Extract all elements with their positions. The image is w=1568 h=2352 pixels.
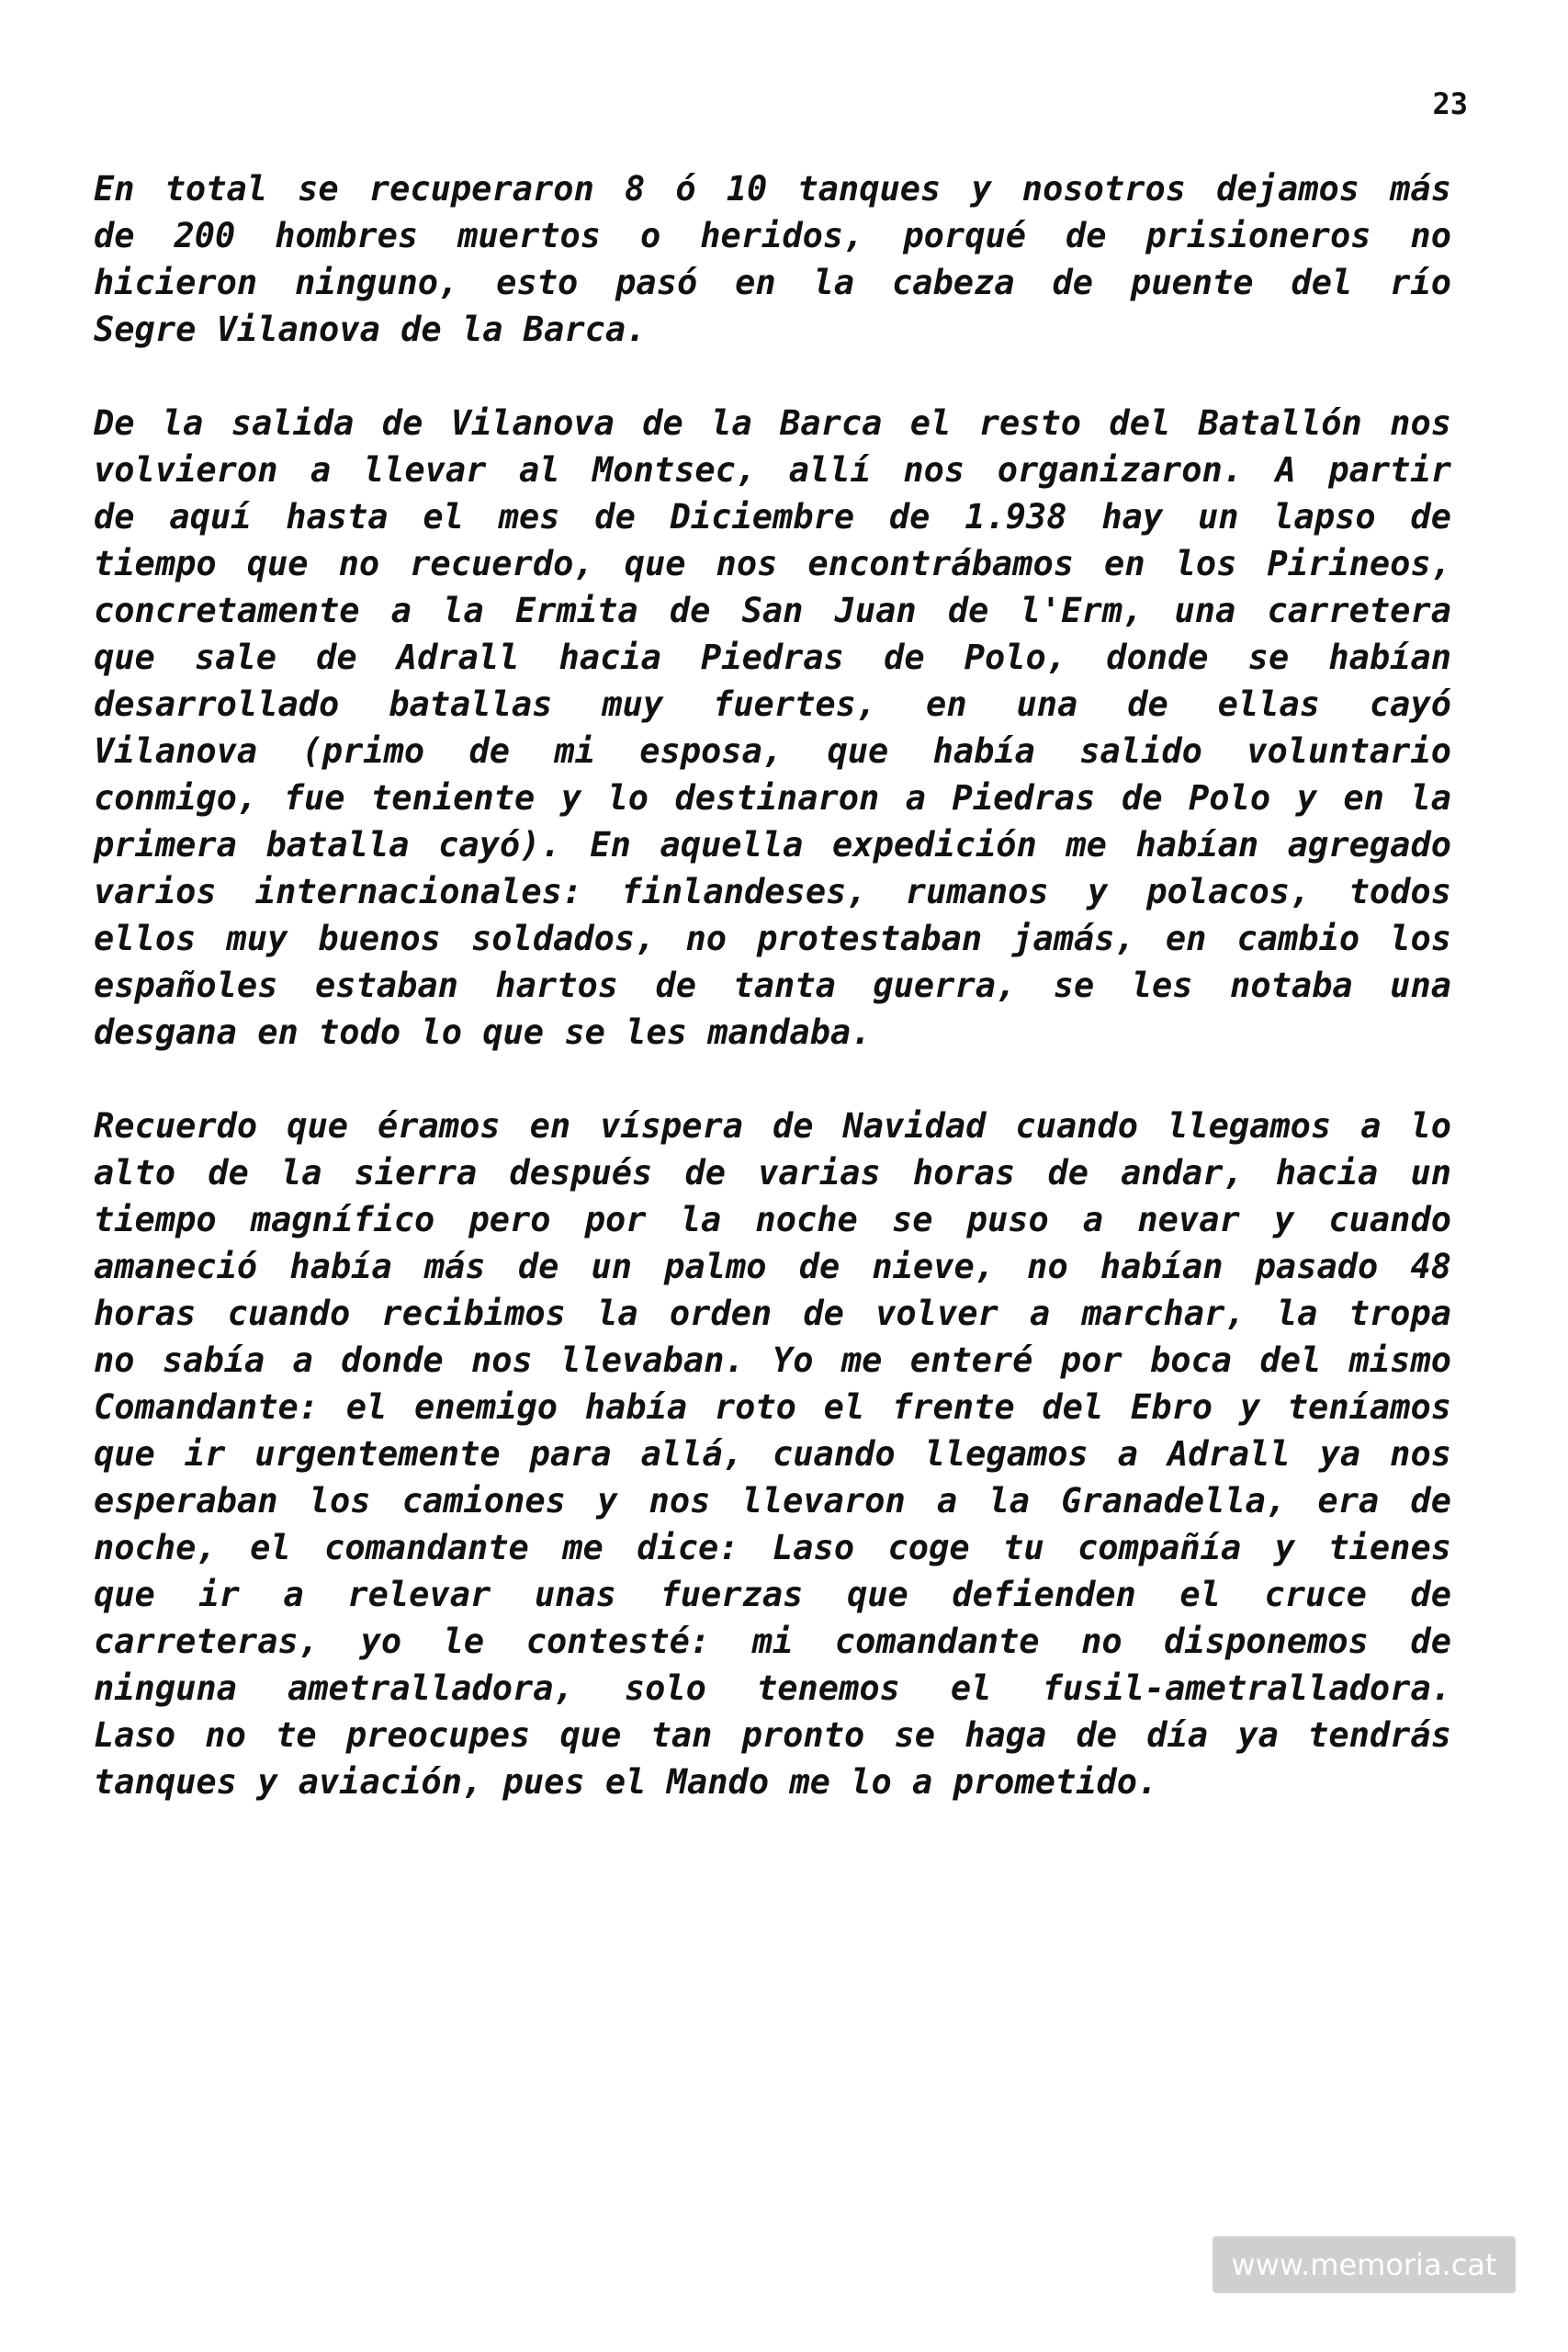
paragraph-2 bbox=[94, 400, 1451, 1056]
text-line: ellos muy buenos soldados, no protestaban jamás, en cambio los bbox=[94, 919, 1451, 958]
text-line: que ir urgentemente para allá, cuando llegamos a Adrall ya nos bbox=[94, 1434, 1451, 1474]
text-line: Vilanova (primo de mi esposa, que había salido voluntario bbox=[94, 731, 1451, 771]
text-line: esperaban los camiones y nos llevaron a la Granadella, era de bbox=[94, 1481, 1451, 1521]
text-line: de aquí hasta el mes de Diciembre de 1.938 hay un lapso de bbox=[94, 497, 1451, 537]
text-line: noche, el comandante me dice: Laso coge tu compañía y tienes bbox=[94, 1528, 1451, 1567]
text-line: primera batalla cayó). En aquella expedición me habían agregado bbox=[94, 825, 1451, 865]
text-line: alto de la sierra después de varias horas de andar, hacia un bbox=[94, 1153, 1451, 1193]
text-line: concretamente a la Ermita de San Juan de l'Erm, una carretera bbox=[94, 591, 1451, 630]
text-line: amaneció había más de un palmo de nieve, no habían pasado 48 bbox=[94, 1247, 1451, 1286]
text-line: En total se recuperaron 8 ó 10 tanques y nosotros dejamos más bbox=[94, 169, 1451, 209]
text-line: Comandante: el enemigo había roto el frente del Ebro y teníamos bbox=[94, 1387, 1451, 1427]
text-line: horas cuando recibimos la orden de volver a marchar, la tropa bbox=[94, 1294, 1451, 1333]
text-line: Recuerdo que éramos en víspera de Navidad cuando llegamos a lo bbox=[94, 1106, 1451, 1146]
page-number: 23 bbox=[1432, 86, 1468, 121]
text-line: volvieron a llevar al Montsec, allí nos organizaron. A partir bbox=[94, 450, 1451, 490]
text-line: españoles estaban hartos de tanta guerra, se les notaba una bbox=[94, 966, 1451, 1005]
paragraph-3 bbox=[94, 1102, 1451, 1805]
paragraph-1 bbox=[94, 165, 1451, 353]
text-line: tiempo que no recuerdo, que nos encontrábamos en los Pirineos, bbox=[94, 544, 1451, 583]
text-line: desarrollado batallas muy fuertes, en una de ellas cayó bbox=[94, 684, 1451, 724]
text-line: tanques y aviación, pues el Mando me lo a prometido. bbox=[94, 1762, 1158, 1802]
text-line: no sabía a donde nos llevaban. Yo me enteré por boca del mismo bbox=[94, 1340, 1451, 1380]
text-line: que ir a relevar unas fuerzas que defienden el cruce de bbox=[94, 1575, 1451, 1614]
text-line: De la salida de Vilanova de la Barca el resto del Batallón nos bbox=[94, 403, 1451, 443]
text-line: de 200 hombres muertos o heridos, porqué de prisioneros no bbox=[94, 216, 1451, 255]
text-line: desgana en todo lo que se les mandaba. bbox=[94, 1012, 872, 1052]
text-line: hicieron ninguno, esto pasó en la cabeza de puente del río bbox=[94, 263, 1451, 302]
text-line: tiempo magnífico pero por la noche se puso a nevar y cuando bbox=[94, 1200, 1451, 1239]
text-line: carreteras, yo le contesté: mi comandante no disponemos de bbox=[94, 1622, 1451, 1661]
text-line: Laso no te preocupes que tan pronto se haga de día ya tendrás bbox=[94, 1715, 1451, 1755]
watermark-badge: www.memoria.cat bbox=[1213, 2236, 1516, 2293]
text-line: Segre Vilanova de la Barca. bbox=[94, 310, 647, 349]
text-line: conmigo, fue teniente y lo destinaron a Piedras de Polo y en la bbox=[94, 778, 1451, 818]
text-line: que sale de Adrall hacia Piedras de Polo, donde se habían bbox=[94, 638, 1451, 677]
text-line: ninguna ametralladora, solo tenemos el fusil-ametralladora. bbox=[94, 1668, 1451, 1708]
body-text bbox=[94, 165, 1451, 1852]
text-line: varios internacionales: finlandeses, rumanos y polacos, todos bbox=[94, 872, 1451, 911]
